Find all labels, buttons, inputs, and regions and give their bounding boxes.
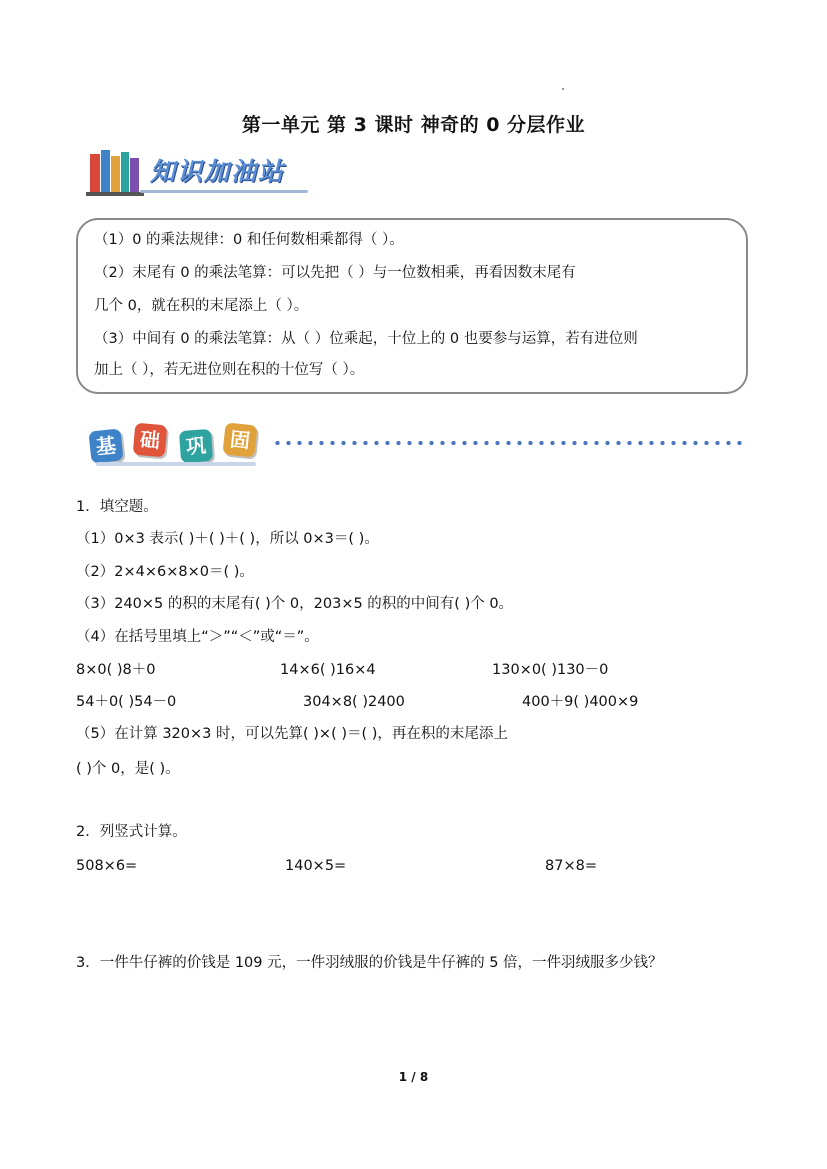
question-line: （3）240×5 的积的末尾有( )个 0，203×5 的积的中间有( )个 0。 <box>76 596 514 612</box>
dotted-divider <box>272 440 742 446</box>
calc-item: 140×5= <box>285 858 347 874</box>
calc-item: 87×8= <box>545 858 597 874</box>
compare-item: 130×0( )130－0 <box>492 662 609 678</box>
compare-item: 54＋0( )54－0 <box>76 694 177 710</box>
knowledge-line: （2）末尾有 0 的乘法笔算：可以先把（ ）与一位数相乘，再看因数末尾有 <box>94 265 576 281</box>
banner-tile: 巩 <box>179 429 213 463</box>
knowledge-line: 几个 0，就在积的末尾添上（ ）。 <box>94 298 309 314</box>
knowledge-line: （1）0 的乘法规律：0 和任何数相乘都得（ ）。 <box>94 232 404 248</box>
question-heading: 1．填空题。 <box>76 499 158 515</box>
question-heading: 2．列竖式计算。 <box>76 824 187 840</box>
banner-tile: 础 <box>133 423 168 458</box>
banner-underline <box>96 462 256 466</box>
question-line: ( )个 0，是( )。 <box>76 761 180 777</box>
question-line: （5）在计算 320×3 时，可以先算( )×( )＝( )，再在积的末尾添上 <box>76 726 508 742</box>
knowledge-line: 加上（ ），若无进位则在积的十位写（ ）。 <box>94 362 365 378</box>
basic-banner <box>88 416 268 476</box>
question-heading: 3．一件牛仔裤的价钱是 109 元，一件羽绒服的价钱是牛仔裤的 5 倍，一件羽绒服多少钱？ <box>76 955 663 971</box>
banner-tile: 基 <box>88 428 123 463</box>
banner-tile: 固 <box>222 422 257 457</box>
question-line: （1）0×3 表示( )＋( )＋( )，所以 0×3＝( )。 <box>76 531 379 547</box>
page-title: 第一单元 第 3 课时 神奇的 0 分层作业 <box>241 114 586 136</box>
banner-underline <box>140 190 308 193</box>
compare-item: 304×8( )2400 <box>303 694 405 710</box>
knowledge-banner: 知识加油站 <box>150 157 286 186</box>
compare-item: 14×6( )16×4 <box>280 662 376 678</box>
calc-item: 508×6= <box>76 858 138 874</box>
knowledge-line: （3）中间有 0 的乘法笔算：从（ ）位乘起，十位上的 0 也要参与运算，若有进位则 <box>94 331 638 347</box>
question-line: （4）在括号里填上“＞”“＜”或“＝”。 <box>76 629 319 645</box>
compare-item: 8×0( )8＋0 <box>76 662 156 678</box>
scan-dot <box>562 88 564 90</box>
question-line: （2）2×4×6×8×0＝( )。 <box>76 564 254 580</box>
compare-item: 400＋9( )400×9 <box>522 694 639 710</box>
page-number: 1 / 8 <box>398 1070 429 1084</box>
